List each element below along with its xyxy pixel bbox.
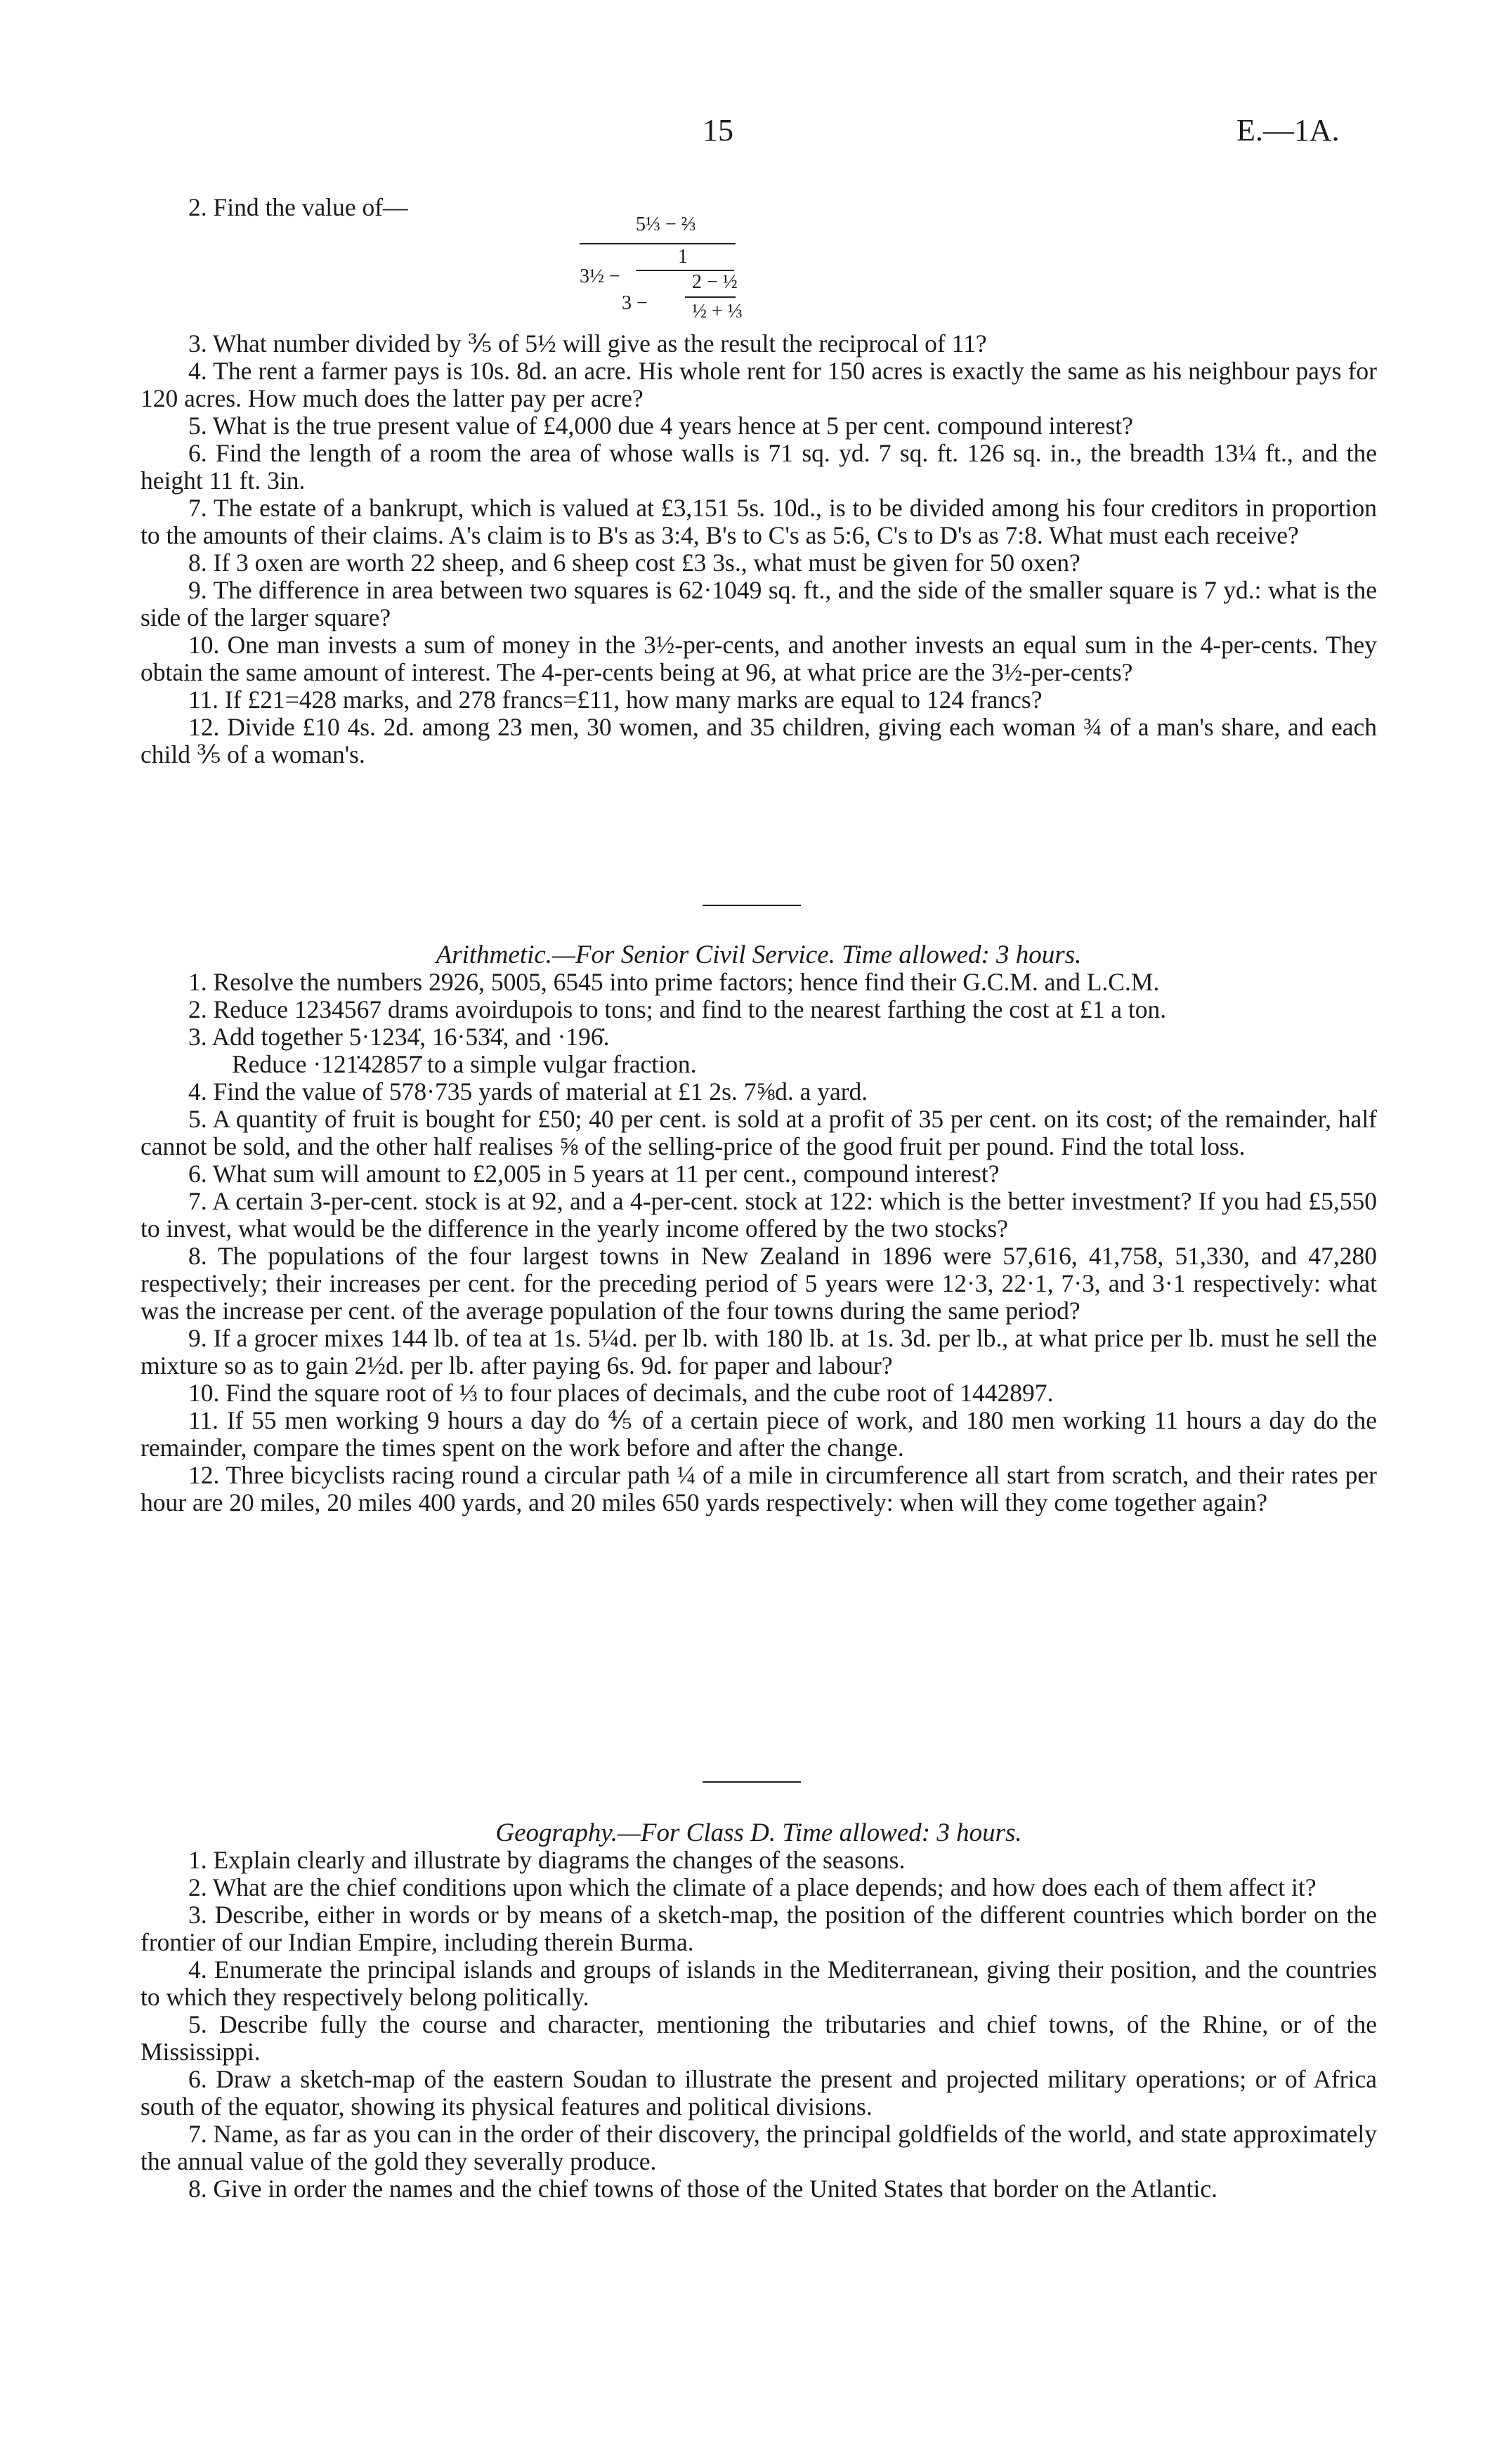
question-item: 7. The estate of a bankrupt, which is valued at £3,151 5s. 10d., is to be divided among his four creditors in proportion to the amounts of their claims. A's claim is to B's as 3:4, B's to C's as 5:6, C's to D's as 7:8. What must each receive? — [141, 494, 1377, 549]
question-item: 8. If 3 oxen are worth 22 sheep, and 6 sheep cost £3 3s., what must be given for 50 oxen? — [188, 549, 1080, 577]
inner-fraction-bar — [685, 296, 736, 298]
question-item: 9. The difference in area between two squares is 62·1049 sq. ft., and the side of the smaller square is 7 yd.: what is the side of the larger square? — [141, 576, 1377, 631]
question-item: 8. The populations of the four largest towns in New Zealand in 1896 were 57,616, 41,758, 51,330, and 47,280 respectively; their increases per cent. for the preceding period of 5 years were 12·3, 22·1, 7·3, and 3·1 respectively: what was the increase per cent. of the average population of the four towns during the same period? — [141, 1242, 1377, 1325]
fraction-one: 1 — [678, 246, 688, 268]
section-divider — [703, 905, 801, 906]
question-item: 3. Describe, either in words or by means of a sketch-map, the position of the different countries which border on the frontier of our Indian Empire, including therein Burma. — [141, 1901, 1377, 1956]
fraction-numerator: 5⅓ − ⅔ — [636, 214, 696, 235]
section1-questions — [141, 330, 1377, 768]
section-heading: Arithmetic.—For Senior Civil Service. Time allowed: 3 hours. — [436, 941, 1082, 969]
question-item: 11. If 55 men working 9 hours a day do ⅘ of a certain piece of work, and 180 men working 11 hours a day do the remainder, compare the times spent on the work before and after the change. — [141, 1406, 1377, 1462]
question-item: 8. Give in order the names and the chief towns of those of the United States that border on the Atlantic. — [188, 2175, 1217, 2203]
question-item: 4. Find the value of 578·735 yards of material at £1 2s. 7⅝d. a yard. — [188, 1077, 868, 1106]
question-item: 1. Resolve the numbers 2926, 5005, 6545 into prime factors; hence find their G.C.M. and L.C.M. — [188, 968, 1160, 996]
question-item: 7. A certain 3-per-cent. stock is at 92, and a 4-per-cent. stock at 122: which is the better investment? If you had £5,550 to invest, what would be the difference in the yearly income offered by the two stocks? — [141, 1187, 1377, 1243]
main-fraction-bar — [580, 243, 736, 244]
question-item: 12. Divide £10 4s. 2d. among 23 men, 30 women, and 35 children, giving each woman ¾ of a man's share, and each child ⅗ of a woman's. — [141, 713, 1377, 768]
question-item: 2. What are the chief conditions upon which the climate of a place depends; and how does each of them affect it? — [188, 1873, 1317, 1901]
question-2-text: 2. Find the value of— — [188, 193, 408, 221]
question-item: 12. Three bicyclists racing round a circular path ¼ of a mile in circumference all start from scratch, and their rates per hour are 20 miles, 20 miles 400 yards, and 20 miles 650 yards respectively: when will they come together again? — [141, 1461, 1377, 1516]
question-item: 5. Describe fully the course and character, mentioning the tributaries and chief towns, of the Rhine, or of the Mississippi. — [141, 2010, 1377, 2066]
section-heading: Geography.—For Class D. Time allowed: 3 hours. — [495, 1818, 1022, 1847]
inner-denominator: ½ + ⅓ — [692, 301, 743, 322]
question-item: 10. Find the square root of ⅓ to four places of decimals, and the cube root of 1442897. — [188, 1379, 1054, 1407]
series-code: E.—1A. — [1236, 113, 1340, 148]
question-item: 7. Name, as far as you can in the order of their discovery, the principal goldfields of the world, and state approximately the annual value of the gold they severally produce. — [141, 2120, 1377, 2175]
question-item: 4. The rent a farmer pays is 10s. 8d. an acre. His whole rent for 150 acres is exactly the same as his neighbour pays for 120 acres. How much does the latter pay per acre? — [141, 357, 1377, 412]
intro-question — [141, 194, 1377, 221]
question-item: 6. Draw a sketch-map of the eastern Soudan to illustrate the present and projected military operations; or of Africa south of the equator, showing its physical features and political divisions. — [141, 2065, 1377, 2121]
question-item: Reduce ·121̇42857̇ to a simple vulgar fraction. — [232, 1050, 697, 1078]
question-item: 11. If £21=428 marks, and 278 francs=£11, how many marks are equal to 124 francs? — [188, 686, 1043, 714]
question-item: 10. One man invests a sum of money in the 3½-per-cents, and another invests an equal sum in the 4-per-cents. They obtain the same amount of interest. The 4-per-cents being at 96, at what price are the 3½-per-cents? — [141, 631, 1377, 686]
question-item: 3. What number divided by ⅗ of 5½ will give as the result the reciprocal of 11? — [188, 329, 987, 358]
question-item: 3. Add together 5·1234̇, 16·53̇4̇, and ·196̇. — [188, 1023, 610, 1051]
question-item: 4. Enumerate the principal islands and groups of islands in the Mediterranean, giving their position, and the countries to which they respectively belong politically. — [141, 1955, 1377, 2011]
fraction-three: 3 − — [622, 292, 648, 314]
question-item: 9. If a grocer mixes 144 lb. of tea at 1s. 5¼d. per lb. with 180 lb. at 1s. 3d. per lb., at what price per lb. must he sell the mixture so as to gain 2½d. per lb. after paying 6s. 9d. for paper and labour? — [141, 1324, 1377, 1380]
question-item: 6. Find the length of a room the area of whose walls is 71 sq. yd. 7 sq. ft. 126 sq. in., the breadth 13¼ ft., and the height 11 ft. 3in. — [141, 439, 1377, 494]
fraction-term: 3½ − — [580, 266, 620, 287]
question-item: 6. What sum will amount to £2,005 in 5 years at 11 per cent., compound interest? — [188, 1160, 1000, 1188]
inner-numerator: 2 − ½ — [692, 271, 738, 293]
question-item: 5. What is the true present value of £4,000 due 4 years hence at 5 per cent. compound interest? — [188, 412, 1133, 440]
question-item: 1. Explain clearly and illustrate by diagrams the changes of the seasons. — [188, 1846, 906, 1874]
question-item: 5. A quantity of fruit is bought for £50; 40 per cent. is sold at a profit of 35 per cent. on its cost; of the remainder, half cannot be sold, and the other half realises ⅝ of the selling-price of the good fruit per pound. Find the total loss. — [141, 1105, 1377, 1160]
section-arithmetic — [141, 941, 1377, 1516]
section-geography — [141, 1819, 1377, 2203]
page-number: 15 — [703, 113, 733, 148]
section-divider — [703, 1781, 801, 1783]
question-item: 2. Reduce 1234567 drams avoirdupois to tons; and find to the nearest farthing the cost at £1 a ton. — [188, 995, 1167, 1023]
